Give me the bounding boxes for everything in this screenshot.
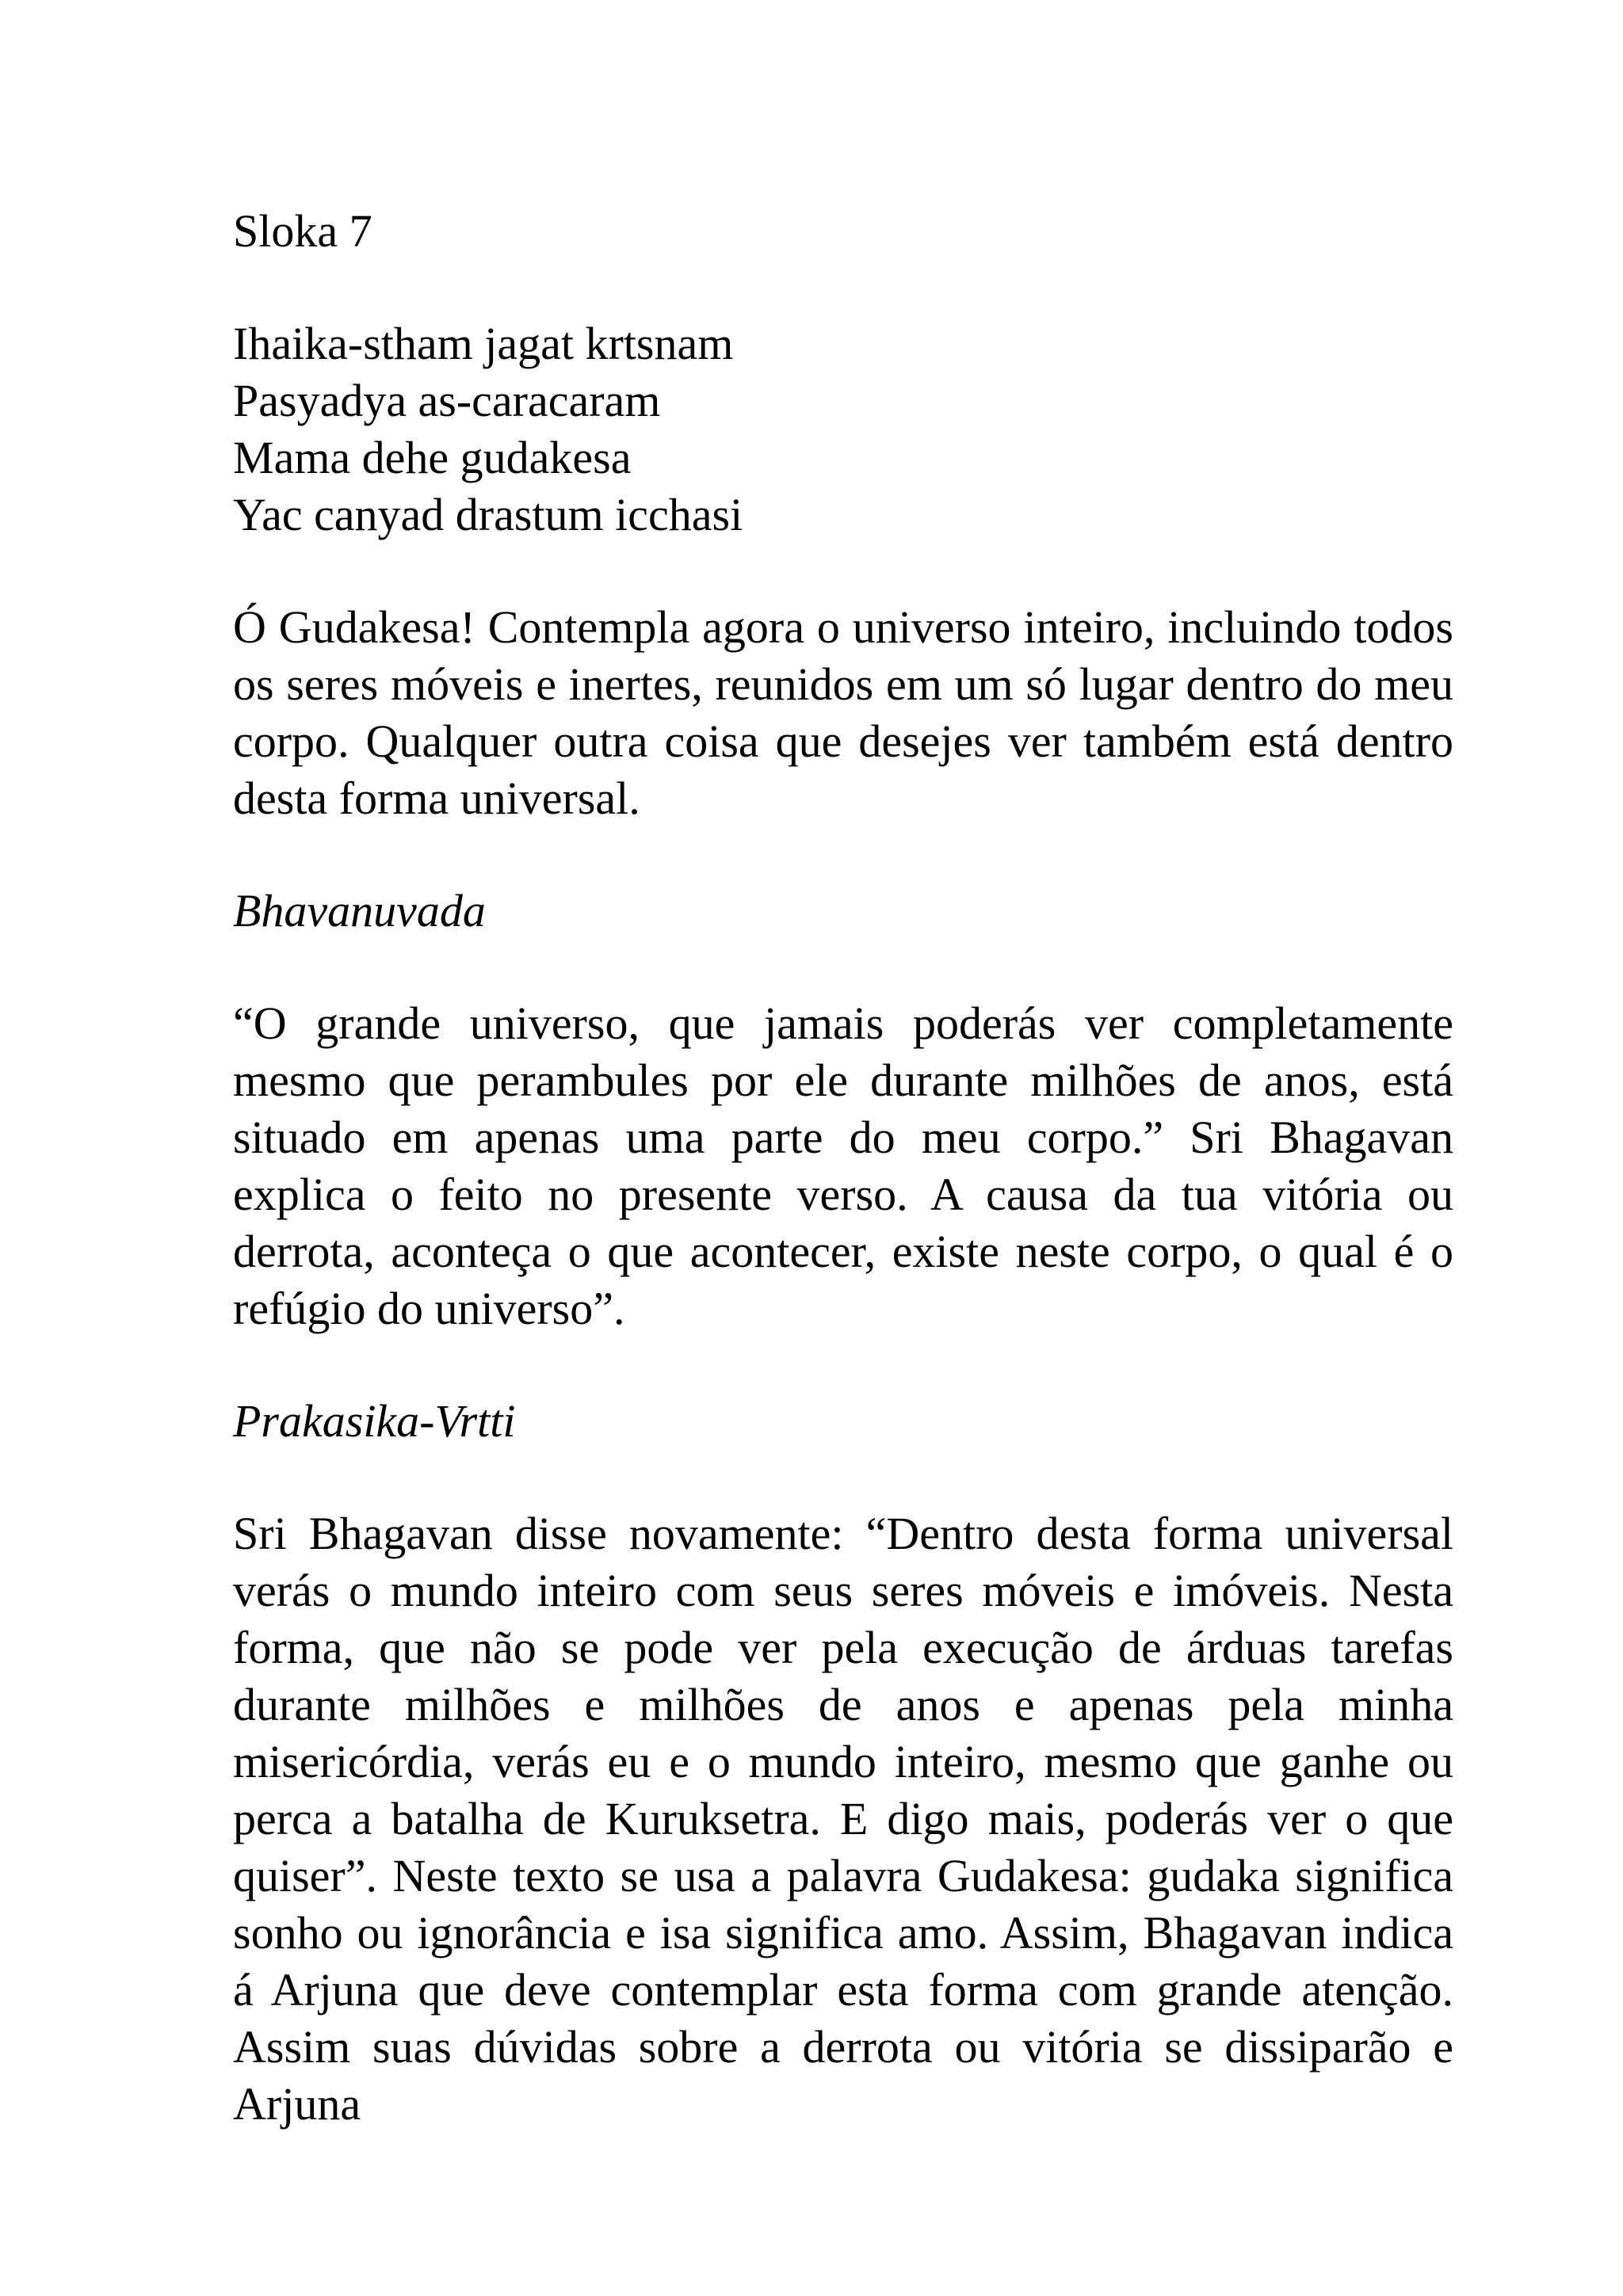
verse-line: Ihaika-stham jagat krtsnam bbox=[233, 318, 734, 369]
sloka-heading: Sloka 7 bbox=[233, 205, 372, 257]
sanskrit-verse bbox=[233, 315, 1453, 543]
verse-line: Mama dehe gudakesa bbox=[233, 432, 632, 483]
verse-line: Yac canyad drastum icchasi bbox=[233, 489, 743, 540]
prakasika-vrtti-text: Sri Bhagavan disse novamente: “Dentro desta forma universal verás o mundo inteiro com seus seres móveis e imóveis. Nesta forma, que não se pode ver pela execução de árduas tarefas durante milhões e milhões de anos e apenas pela minha misericórdia, verás eu e o mundo inteiro, mesmo que ganhe ou perca a batalha de Kuruksetra. E digo mais, poderás ver o que quiser”. Neste texto se usa a palavra Gudakesa: gudaka significa sonho ou ignorância e isa significa amo. Assim, Bhagavan indica á Arjuna que deve contemplar esta forma com grande atenção. Assim suas dúvidas sobre a derrota ou vitória se dissiparão e Arjuna bbox=[233, 1508, 1453, 2130]
verse-line: Pasyadya as-caracaram bbox=[233, 375, 661, 426]
section-title-prakasika-vrtti: Prakasika-Vrtti bbox=[233, 1395, 516, 1447]
page-content bbox=[233, 203, 1453, 2133]
bhavanuvada-text: “O grande universo, que jamais poderás ver completamente mesmo que perambules por ele durante milhões de anos, está situado em apenas uma parte do meu corpo.” Sri Bhagavan explica o feito no presente verso. A causa da tua vitória ou derrota, aconteça o que acontecer, existe neste corpo, o qual é o refúgio do universo”. bbox=[233, 997, 1453, 1334]
section-title-bhavanuvada: Bhavanuvada bbox=[233, 885, 486, 936]
verse-translation: Ó Gudakesa! Contempla agora o universo inteiro, incluindo todos os seres móveis e inertes, reunidos em um só lugar dentro do meu corpo. Qualquer outra coisa que desejes ver também está dentro desta forma universal. bbox=[233, 601, 1453, 824]
